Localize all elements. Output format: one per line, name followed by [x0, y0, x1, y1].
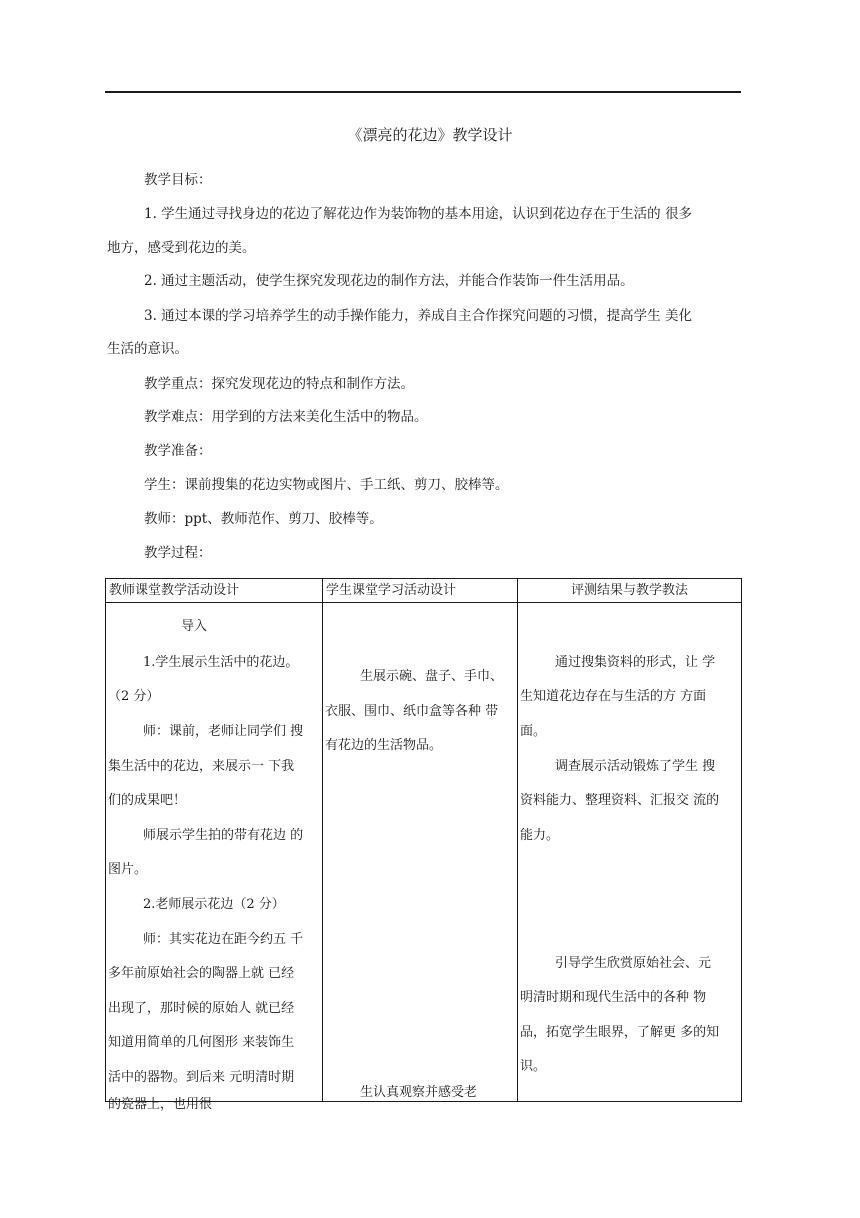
evaluation-cell	[518, 603, 742, 1102]
teacher-line: 师：课前，老师让同学们 搜	[143, 724, 304, 739]
teacher-line: 的瓷器上，也用很	[108, 1097, 213, 1112]
evaluation-line: 能力。	[520, 828, 560, 843]
preparation-students: 学生：课前搜集的花边实物或图片、手工纸、剪刀、胶棒等。	[144, 477, 509, 493]
student-line: 生认真观察并感受老	[360, 1085, 478, 1100]
header-teacher-activity: 教师课堂教学活动设计	[106, 579, 323, 603]
teacher-line: （2 分）	[108, 689, 160, 704]
evaluation-line: 面。	[520, 724, 547, 739]
teacher-line: 师：其实花边在距今约五 千	[143, 932, 304, 947]
teacher-line: 图片。	[108, 862, 148, 877]
process-heading: 教学过程：	[144, 545, 212, 561]
teacher-line: 出现了，那时候的原始人 就已经	[108, 1001, 295, 1016]
teacher-line: 师展示学生拍的带有花边 的	[143, 828, 304, 843]
teacher-line: 们的成果吧！	[108, 793, 187, 808]
evaluation-line: 品，拓宽学生眼界，了解更 多的知	[520, 1025, 720, 1040]
student-line: 衣服、围巾、纸巾盒等各种 带	[325, 704, 499, 719]
teacher-line: 2.老师展示花边（2 分）	[143, 897, 285, 912]
teacher-line: 活中的器物。到后来 元明清时期	[108, 1070, 295, 1085]
student-line: 生展示碗、盘子、手巾、	[360, 669, 504, 684]
evaluation-line: 生知道花边存在与生活的方 方面	[520, 689, 707, 704]
teacher-line: 集生活中的花边，来展示一 下我	[108, 759, 295, 774]
student-line: 有花边的生活物品。	[325, 738, 443, 753]
evaluation-line: 通过搜集资料的形式，让 学	[555, 655, 716, 670]
teacher-line: 1.学生展示生活中的花边。	[143, 655, 299, 670]
objective-3-line-2: 生活的意识。	[107, 341, 188, 357]
evaluation-line: 明清时期和现代生活中的各种 物	[520, 990, 707, 1005]
evaluation-line: 调查展示活动锻炼了学生 搜	[555, 759, 716, 774]
difficulty: 教学难点：用学到的方法来美化生活中的物品。	[144, 409, 428, 425]
document-title: 《漂亮的花边》教学设计	[347, 126, 513, 144]
objective-3-line-1: 3. 通过本课的学习培养学生的动手操作能力，养成自主合作探究问题的习惯，提高学生 美化	[144, 308, 692, 324]
preparation-teacher: 教师：ppt、教师范作、剪刀、胶棒等。	[144, 511, 383, 527]
section-title-intro: 导入	[181, 619, 208, 634]
evaluation-line: 识。	[520, 1059, 547, 1074]
header-student-activity: 学生课堂学习活动设计	[323, 579, 518, 603]
objective-2: 2. 通过主题活动，使学生探究发现花边的制作方法，并能合作装饰一件生活用品。	[144, 273, 634, 289]
evaluation-line: 资料能力、整理资料、汇报交 流的	[520, 793, 720, 808]
student-activity-cell	[323, 603, 518, 1102]
objective-1-line-1: 1. 学生通过寻找身边的花边了解花边作为装饰物的基本用途，认识到花边存在于生活的 很多	[144, 206, 692, 222]
teacher-line: 多年前原始社会的陶器上就 已经	[108, 966, 295, 981]
teacher-line: 知道用简单的几何图形 来装饰生	[108, 1035, 295, 1050]
teacher-activity-cell	[106, 603, 323, 1112]
header-rule	[105, 91, 741, 93]
objectives-heading: 教学目标：	[144, 172, 212, 188]
teaching-process-table	[105, 578, 742, 1112]
evaluation-line: 引导学生欣赏原始社会、元	[555, 956, 712, 971]
key-point: 教学重点：探究发现花边的特点和制作方法。	[144, 376, 414, 392]
table-row	[106, 603, 742, 1102]
table-header-row	[106, 579, 742, 603]
preparation-heading: 教学准备：	[144, 443, 212, 459]
header-evaluation: 评测结果与教学教法	[518, 579, 742, 603]
objective-1-line-2: 地方，感受到花边的美。	[107, 240, 256, 256]
